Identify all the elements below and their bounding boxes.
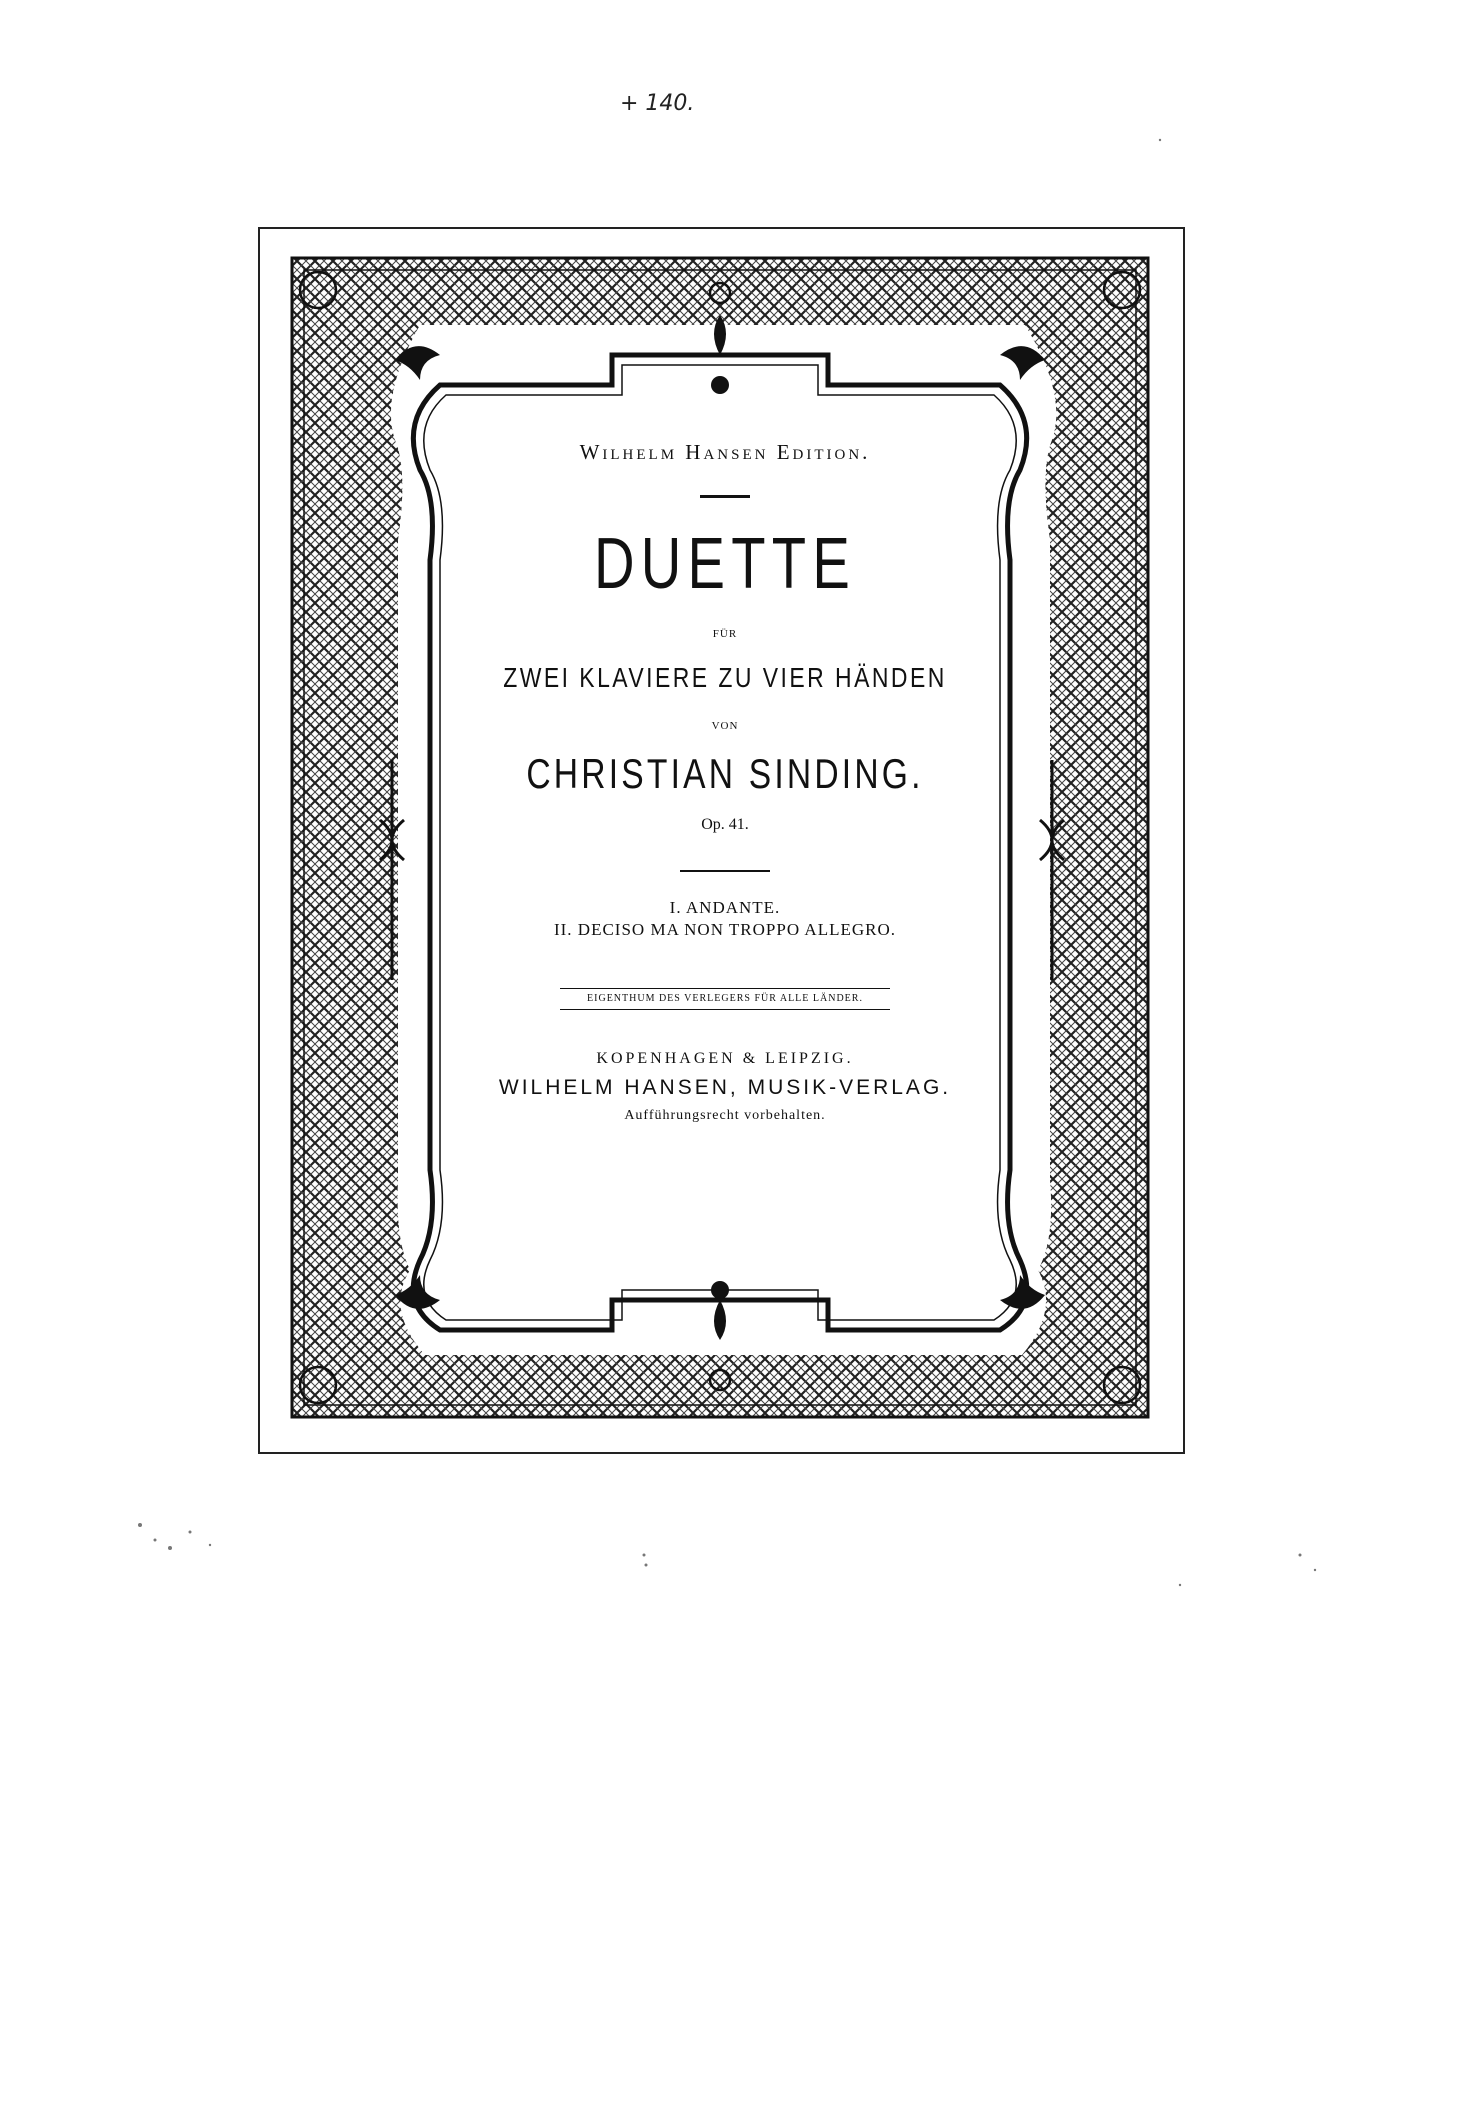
von-label: VON bbox=[711, 720, 739, 732]
movement-item: I. ANDANTE. bbox=[669, 898, 781, 917]
publisher-city: KOPENHAGEN & LEIPZIG. bbox=[596, 1050, 854, 1067]
title-page-content bbox=[390, 440, 1060, 1124]
work-title: DUETTE bbox=[593, 524, 857, 604]
handwritten-note-text: + 140. bbox=[620, 91, 695, 116]
property-notice: EIGENTHUM DES VERLEGERS FÜR ALLE LÄNDER. bbox=[560, 988, 890, 1010]
publisher-name: WILHELM HANSEN, MUSIK-VERLAG. bbox=[498, 1076, 952, 1099]
composer-name: CHRISTIAN SINDING. bbox=[526, 750, 924, 797]
short-rule bbox=[700, 495, 750, 498]
fur-label: FÜR bbox=[712, 628, 738, 640]
opus-number: Op. 41. bbox=[701, 816, 749, 833]
performance-rights: Aufführungsrecht vorbehalten. bbox=[624, 1108, 826, 1123]
instrumentation-subtitle: ZWEI KLAVIERE ZU VIER HÄNDEN bbox=[503, 662, 947, 693]
movement-item: II. DECISO MA NON TROPPO ALLEGRO. bbox=[553, 920, 896, 939]
edition-label: Wilhelm Hansen Edition. bbox=[579, 440, 871, 464]
middle-rule bbox=[680, 870, 770, 872]
